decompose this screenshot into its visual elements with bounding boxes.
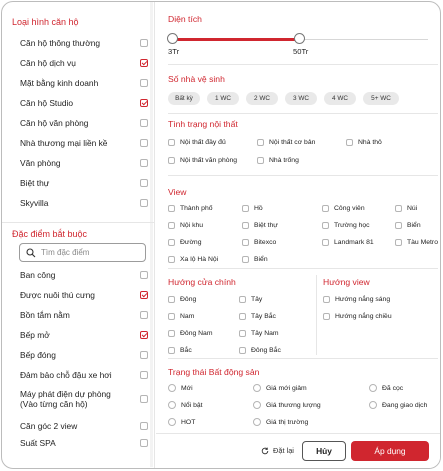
view-option[interactable]: [322, 236, 374, 248]
checkbox[interactable]: [168, 256, 175, 263]
feature-item[interactable]: [20, 418, 148, 434]
checkbox[interactable]: [239, 347, 246, 354]
status-option[interactable]: [168, 399, 203, 411]
option-label: Bitexco: [254, 238, 277, 246]
property-type-item[interactable]: [20, 35, 148, 51]
checkbox[interactable]: [239, 330, 246, 337]
option-label: Tây Bắc: [251, 312, 276, 320]
section-divider: [168, 358, 438, 359]
checkbox[interactable]: [168, 313, 175, 320]
reset-button[interactable]: [261, 446, 294, 455]
feature-label: Ban công: [20, 270, 56, 280]
view-option[interactable]: [395, 202, 417, 214]
option-label: Đang giao dịch: [382, 401, 428, 409]
status-option[interactable]: [369, 382, 403, 394]
option-label: Nội thất đầy đủ: [180, 138, 226, 146]
view-option[interactable]: [168, 236, 201, 248]
property-type-item[interactable]: [20, 75, 148, 91]
bathroom-chip[interactable]: 1 WC: [207, 92, 239, 105]
feature-item[interactable]: [20, 307, 148, 323]
door-direction-option[interactable]: [168, 310, 194, 322]
status-option[interactable]: [253, 416, 308, 428]
checkbox[interactable]: [140, 179, 148, 187]
status-option[interactable]: [168, 416, 195, 428]
property-type-item[interactable]: [20, 55, 148, 71]
view-option[interactable]: [395, 219, 421, 231]
bathroom-chip[interactable]: 2 WC: [246, 92, 278, 105]
door-direction-option[interactable]: [168, 344, 192, 356]
checkbox[interactable]: [239, 296, 246, 303]
checkbox[interactable]: [242, 256, 249, 263]
checkbox[interactable]: [322, 239, 329, 246]
checkbox-checked[interactable]: [140, 331, 148, 339]
option-label: Nội khu: [180, 221, 204, 229]
view-option[interactable]: [168, 219, 203, 231]
door-direction-option[interactable]: [239, 310, 276, 322]
option-label: Giá thương lượng: [266, 401, 321, 409]
checkbox[interactable]: [242, 239, 249, 246]
option-label: HOT: [181, 418, 196, 426]
option-label: Giá mới giảm: [266, 384, 307, 392]
feature-label: Căn góc 2 view: [20, 421, 78, 431]
interior-option[interactable]: [257, 136, 315, 148]
bathrooms-title: Số nhà vệ sinh: [168, 74, 225, 84]
option-label: Tây Nam: [251, 329, 279, 337]
option-label: Tàu Metro: [407, 238, 438, 246]
option-label: Landmark 81: [334, 238, 374, 246]
property-type-label: Skyvilla: [20, 198, 49, 208]
property-type-label: Căn hộ văn phòng: [20, 118, 89, 128]
radio[interactable]: [168, 418, 176, 426]
option-label: Nhà thô: [358, 138, 382, 146]
radio[interactable]: [253, 384, 261, 392]
checkbox[interactable]: [140, 395, 148, 403]
checkbox[interactable]: [323, 313, 330, 320]
checkbox[interactable]: [168, 239, 175, 246]
option-label: Núi: [407, 204, 418, 212]
door-direction-option[interactable]: [239, 327, 279, 339]
filter-footer: [156, 433, 441, 469]
view-option[interactable]: [242, 253, 268, 265]
bathroom-chip[interactable]: 5+ WC: [363, 92, 399, 105]
option-label: Giá thị trường: [266, 418, 309, 426]
property-type-item[interactable]: [20, 95, 148, 111]
area-slider-max-handle[interactable]: [294, 33, 305, 44]
checkbox[interactable]: [168, 296, 175, 303]
checkbox[interactable]: [140, 159, 148, 167]
option-label: Mới: [181, 384, 193, 392]
feature-item[interactable]: [20, 367, 148, 383]
feature-label-line1: Máy phát điện dự phòng: [20, 389, 111, 399]
feature-label: Bếp đóng: [20, 350, 56, 360]
section-divider: [168, 64, 438, 65]
property-type-item[interactable]: [20, 135, 148, 151]
radio[interactable]: [369, 401, 377, 409]
checkbox[interactable]: [140, 422, 148, 430]
area-max-label: 50Tr: [293, 47, 309, 56]
feature-search[interactable]: [19, 243, 146, 262]
property-type-item[interactable]: [20, 115, 148, 131]
option-label: Xa lộ Hà Nội: [180, 255, 219, 263]
checkbox[interactable]: [323, 296, 330, 303]
property-type-label: Căn hộ Studio: [20, 98, 74, 108]
property-type-item[interactable]: [20, 175, 148, 191]
feature-item[interactable]: [20, 347, 148, 363]
checkbox[interactable]: [239, 313, 246, 320]
checkbox[interactable]: [140, 371, 148, 379]
interior-option[interactable]: [257, 154, 299, 166]
apply-button[interactable]: Áp dụng: [351, 441, 429, 461]
view-option[interactable]: [322, 202, 365, 214]
radio[interactable]: [253, 418, 261, 426]
checkbox[interactable]: [242, 222, 249, 229]
option-label: Biển: [407, 221, 421, 229]
view-title: View: [168, 187, 187, 197]
checkbox[interactable]: [140, 119, 148, 127]
option-label: Nam: [180, 312, 195, 320]
checkbox[interactable]: [257, 157, 264, 164]
feature-item[interactable]: [20, 287, 148, 303]
checkbox[interactable]: [395, 222, 402, 229]
option-label: Công viên: [334, 204, 365, 212]
status-option[interactable]: [168, 382, 193, 394]
view-option[interactable]: [242, 202, 263, 214]
view-option[interactable]: [242, 236, 276, 248]
checkbox[interactable]: [322, 222, 329, 229]
feature-label: Bếp mở: [20, 330, 50, 340]
feature-item[interactable]: [20, 435, 148, 451]
door-direction-option[interactable]: [168, 293, 196, 305]
sidebar-scrollbar[interactable]: [150, 2, 153, 467]
property-type-label: Căn hộ thông thường: [20, 38, 101, 48]
area-min-label: 3Tr: [168, 47, 180, 56]
checkbox[interactable]: [168, 157, 175, 164]
feature-item[interactable]: [20, 387, 148, 411]
feature-item[interactable]: [20, 267, 148, 283]
radio[interactable]: [369, 384, 377, 392]
radio[interactable]: [168, 384, 176, 392]
status-option[interactable]: [253, 382, 307, 394]
filter-sidebar: [2, 2, 155, 469]
view-direction-option[interactable]: [323, 293, 390, 305]
column-divider: [316, 275, 317, 355]
feature-search-input[interactable]: [41, 248, 141, 257]
view-option[interactable]: [242, 219, 278, 231]
option-label: Biệt thự: [254, 221, 278, 229]
option-label: Hướng nắng sáng: [335, 295, 391, 303]
view-direction-title: Hướng view: [323, 277, 370, 287]
feature-item[interactable]: [20, 327, 148, 343]
checkbox[interactable]: [140, 199, 148, 207]
reset-label: Đặt lại: [273, 446, 294, 455]
option-label: Đã cọc: [382, 384, 404, 392]
checkbox[interactable]: [395, 239, 402, 246]
option-label: Nhà trống: [269, 156, 299, 164]
filter-main: [156, 2, 441, 469]
view-option[interactable]: [322, 219, 370, 231]
option-label: Đông Nam: [180, 329, 213, 337]
checkbox[interactable]: [346, 139, 353, 146]
search-icon: [26, 248, 36, 258]
property-type-label: Căn hộ dịch vụ: [20, 58, 76, 68]
area-slider-rail: [300, 39, 428, 40]
bathroom-chip[interactable]: 4 WC: [324, 92, 356, 105]
checkbox[interactable]: [168, 347, 175, 354]
checkbox[interactable]: [140, 439, 148, 447]
checkbox[interactable]: [168, 139, 175, 146]
status-title: Trạng thái Bất động sản: [168, 367, 260, 377]
door-direction-option[interactable]: [239, 344, 281, 356]
feature-label: Đảm bảo chỗ đậu xe hơi: [20, 370, 112, 380]
checkbox[interactable]: [140, 139, 148, 147]
checkbox[interactable]: [140, 351, 148, 359]
checkbox[interactable]: [322, 205, 329, 212]
checkbox[interactable]: [395, 205, 402, 212]
cancel-button[interactable]: Hủy: [302, 441, 346, 461]
option-label: Nội thất văn phòng: [180, 156, 238, 164]
feature-label-line2: (Vào từng căn hộ): [20, 399, 88, 409]
checkbox-checked[interactable]: [140, 291, 148, 299]
bathroom-chip[interactable]: Bất kỳ: [168, 92, 200, 105]
checkbox[interactable]: [168, 222, 175, 229]
interior-option[interactable]: [346, 136, 382, 148]
view-option[interactable]: [168, 202, 213, 214]
filter-panel: [1, 1, 441, 469]
interior-option[interactable]: [168, 136, 226, 148]
option-label: Biển: [254, 255, 268, 263]
checkbox[interactable]: [140, 311, 148, 319]
property-type-label: Biệt thự: [20, 178, 50, 188]
checkbox[interactable]: [257, 139, 264, 146]
view-direction-option[interactable]: [323, 310, 392, 322]
option-label: Hướng nắng chiều: [335, 312, 392, 320]
interior-option[interactable]: [168, 154, 237, 166]
section-divider: [168, 175, 438, 176]
property-type-item[interactable]: [20, 195, 148, 211]
option-label: Trường học: [334, 221, 370, 229]
checkbox[interactable]: [140, 271, 148, 279]
option-label: Thành phố: [180, 204, 213, 212]
reset-icon: [261, 447, 269, 455]
option-label: Hồ: [254, 204, 263, 212]
door-direction-title: Hướng cửa chính: [168, 277, 236, 287]
feature-label: [20, 389, 111, 409]
checkbox-checked[interactable]: [140, 99, 148, 107]
property-type-label: Mặt bằng kinh doanh: [20, 78, 99, 88]
property-type-title: Loại hình căn hộ: [12, 17, 79, 27]
checkbox-checked[interactable]: [140, 59, 148, 67]
property-type-item[interactable]: [20, 155, 148, 171]
feature-label: Được nuôi thú cưng: [20, 290, 95, 300]
property-type-label: Văn phòng: [20, 158, 61, 168]
checkbox[interactable]: [242, 205, 249, 212]
radio[interactable]: [253, 401, 261, 409]
option-label: Nổi bật: [181, 401, 203, 409]
area-slider-track: [173, 38, 300, 41]
section-divider: [168, 113, 438, 114]
checkbox[interactable]: [168, 330, 175, 337]
option-label: Đường: [180, 238, 202, 246]
view-option[interactable]: [168, 253, 218, 265]
area-title: Diện tích: [168, 14, 202, 24]
features-title: Đặc điểm bắt buộc: [12, 229, 88, 239]
radio[interactable]: [168, 401, 176, 409]
view-option[interactable]: [395, 236, 438, 248]
option-label: Tây: [251, 295, 263, 303]
checkbox[interactable]: [140, 39, 148, 47]
interior-title: Tình trạng nội thất: [168, 119, 238, 129]
door-direction-option[interactable]: [239, 293, 262, 305]
checkbox[interactable]: [168, 205, 175, 212]
sidebar-divider: [2, 222, 154, 223]
section-divider: [168, 268, 438, 269]
property-type-label: Nhà thương mại liền kề: [20, 138, 108, 148]
option-label: Nội thất cơ bản: [269, 138, 316, 146]
option-label: Đông Bắc: [251, 346, 281, 354]
bathroom-chip[interactable]: 3 WC: [285, 92, 317, 105]
option-label: Đông: [180, 295, 197, 303]
area-slider-min-handle[interactable]: [167, 33, 178, 44]
feature-label: Suất SPA: [20, 438, 56, 448]
door-direction-option[interactable]: [168, 327, 213, 339]
option-label: Bắc: [180, 346, 192, 354]
checkbox[interactable]: [140, 79, 148, 87]
status-option[interactable]: [369, 399, 427, 411]
feature-label: Bồn tắm nằm: [20, 310, 70, 320]
status-option[interactable]: [253, 399, 321, 411]
